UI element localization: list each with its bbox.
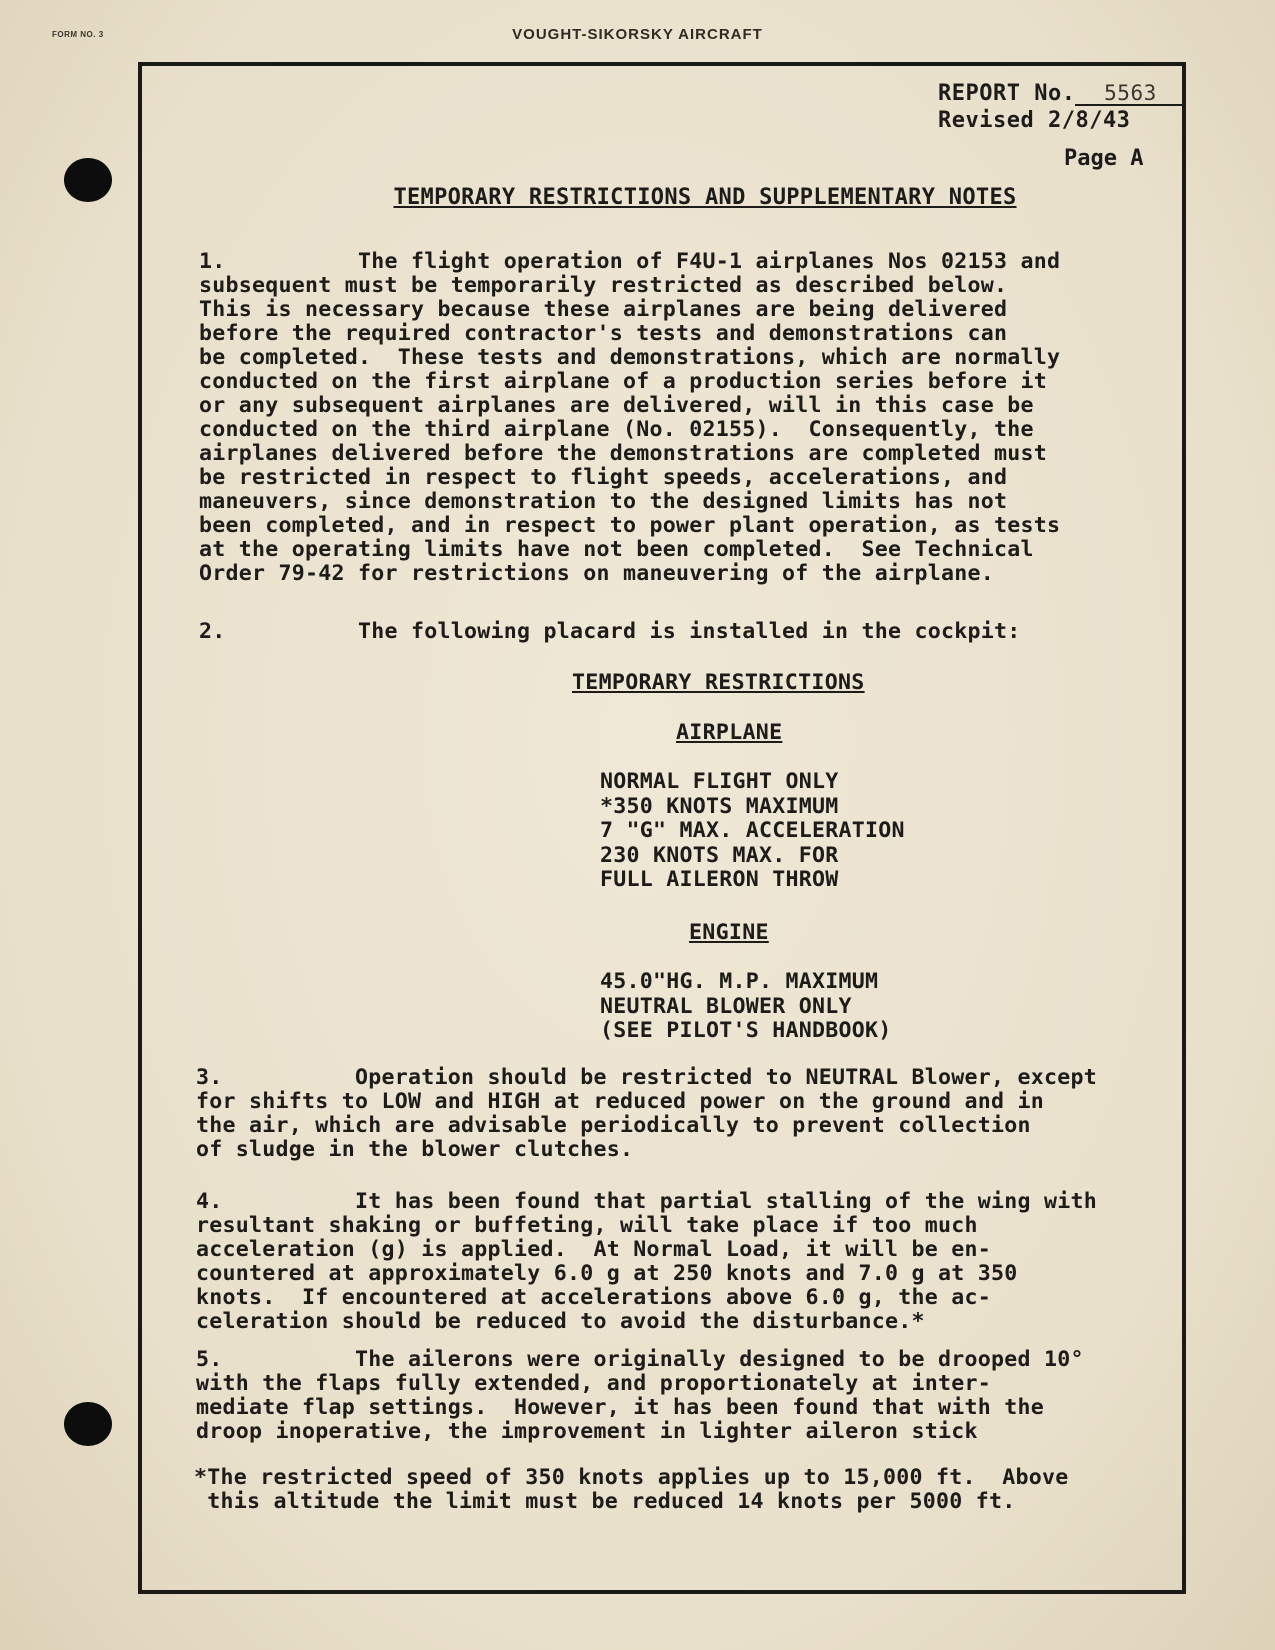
placard-engine-heading: ENGINE — [689, 920, 769, 945]
paragraph-4-line: countered at approximately 6.0 g at 250 knots and 7.0 g at 350 — [196, 1261, 1018, 1286]
paragraph-1-line: before the required contractor's tests and demonstrations can — [199, 321, 1008, 346]
placard-heading: TEMPORARY RESTRICTIONS — [572, 670, 865, 695]
paragraph-4-line: resultant shaking or buffeting, will take place if too much — [196, 1213, 978, 1238]
paragraph-4-line: 4. It has been found that partial stalling of the wing with — [196, 1189, 1098, 1214]
paragraph-5-line: 5. The ailerons were originally designed to be drooped 10° — [196, 1347, 1084, 1372]
paragraph-5-line: with the flaps fully extended, and proportionately at inter- — [196, 1371, 992, 1396]
paragraph-1-line: be completed. These tests and demonstrations, which are normally — [199, 345, 1061, 370]
page-label: Page A — [1064, 146, 1144, 171]
paragraph-1-line: maneuvers, since demonstration to the designed limits has not — [199, 489, 1008, 514]
paragraph-1-line: conducted on the first airplane of a production series before it — [199, 369, 1048, 394]
report-number: 5563 — [1075, 82, 1185, 106]
report-header — [938, 80, 1198, 134]
punch-hole-bottom — [64, 1402, 112, 1446]
paragraph-3-line: 3. Operation should be restricted to NEUTRAL Blower, except — [196, 1065, 1098, 1090]
placard-engine-restrictions — [600, 970, 892, 1044]
paragraph-5-line: droop inoperative, the improvement in lighter aileron stick — [196, 1419, 978, 1444]
placard-airplane-line: NORMAL FLIGHT ONLY — [600, 769, 839, 794]
revised-date: Revised 2/8/43 — [938, 108, 1131, 133]
report-number-line — [938, 80, 1198, 107]
form-number: FORM NO. 3 — [52, 30, 104, 39]
paragraph-1-line: 1. The flight operation of F4U-1 airplanes Nos 02153 and — [199, 249, 1061, 274]
placard-airplane-line: 7 "G" MAX. ACCELERATION — [600, 818, 905, 843]
placard-engine-line: NEUTRAL BLOWER ONLY — [600, 993, 852, 1019]
report-label: REPORT No. — [938, 81, 1076, 106]
paragraph-1-line: subsequent must be temporarily restricted as described below. — [199, 273, 1008, 298]
placard-airplane-line: 230 KNOTS MAX. FOR — [600, 842, 839, 868]
paragraph-1-line: Order 79-42 for restrictions on maneuvering of the airplane. — [199, 561, 995, 586]
placard-engine-line: (SEE PILOT'S HANDBOOK) — [600, 1018, 892, 1043]
paragraph-2-line: 2. The following placard is installed in the cockpit: — [199, 619, 1021, 644]
footnote-line: this altitude the limit must be reduced 14 knots per 5000 ft. — [194, 1489, 1016, 1514]
paragraph-1 — [199, 250, 1174, 586]
paragraph-4-line: acceleration (g) is applied. At Normal Load, it will be en- — [196, 1237, 992, 1262]
footnote — [194, 1466, 1169, 1514]
paragraph-1-line: This is necessary because these airplanes are being delivered — [199, 297, 1008, 322]
paragraph-1-line: conducted on the third airplane (No. 02155). Consequently, the — [199, 417, 1034, 442]
paragraph-4-line: celeration should be reduced to avoid the disturbance.* — [196, 1309, 925, 1334]
paragraph-3-line: for shifts to LOW and HIGH at reduced power on the ground and in — [196, 1089, 1045, 1114]
placard-airplane-line: FULL AILERON THROW — [600, 867, 839, 892]
paragraph-1-line: or any subsequent airplanes are delivered, will in this case be — [199, 393, 1034, 418]
footnote-line: *The restricted speed of 350 knots applies up to 15,000 ft. Above — [194, 1465, 1069, 1490]
placard-airplane-restrictions — [600, 770, 905, 893]
paragraph-4 — [196, 1190, 1171, 1334]
paragraph-1-line: been completed, and in respect to power plant operation, as tests — [199, 513, 1061, 538]
paragraph-2 — [199, 620, 1174, 644]
paragraph-5 — [196, 1348, 1171, 1444]
document-title: TEMPORARY RESTRICTIONS AND SUPPLEMENTARY NOTES — [393, 185, 1017, 210]
company-header: VOUGHT-SIKORSKY AIRCRAFT — [512, 26, 763, 43]
paragraph-1-line: be restricted in respect to flight speeds, accelerations, and — [199, 465, 1008, 490]
paragraph-1-line: airplanes delivered before the demonstrations are completed must — [199, 441, 1048, 466]
placard-airplane-heading: AIRPLANE — [676, 720, 783, 745]
paragraph-1-line: at the operating limits have not been completed. See Technical — [199, 537, 1034, 562]
paragraph-3-line: of sludge in the blower clutches. — [196, 1137, 634, 1162]
placard-engine-line: 45.0"HG. M.P. MAXIMUM — [600, 969, 879, 994]
paragraph-4-line: knots. If encountered at accelerations above 6.0 g, the ac- — [196, 1285, 992, 1310]
paragraph-3-line: the air, which are advisable periodically to prevent collection — [196, 1113, 1031, 1138]
paragraph-3 — [196, 1066, 1171, 1162]
paragraph-5-line: mediate flap settings. However, it has been found that with the — [196, 1395, 1045, 1420]
placard-airplane-line: *350 KNOTS MAXIMUM — [600, 793, 839, 819]
